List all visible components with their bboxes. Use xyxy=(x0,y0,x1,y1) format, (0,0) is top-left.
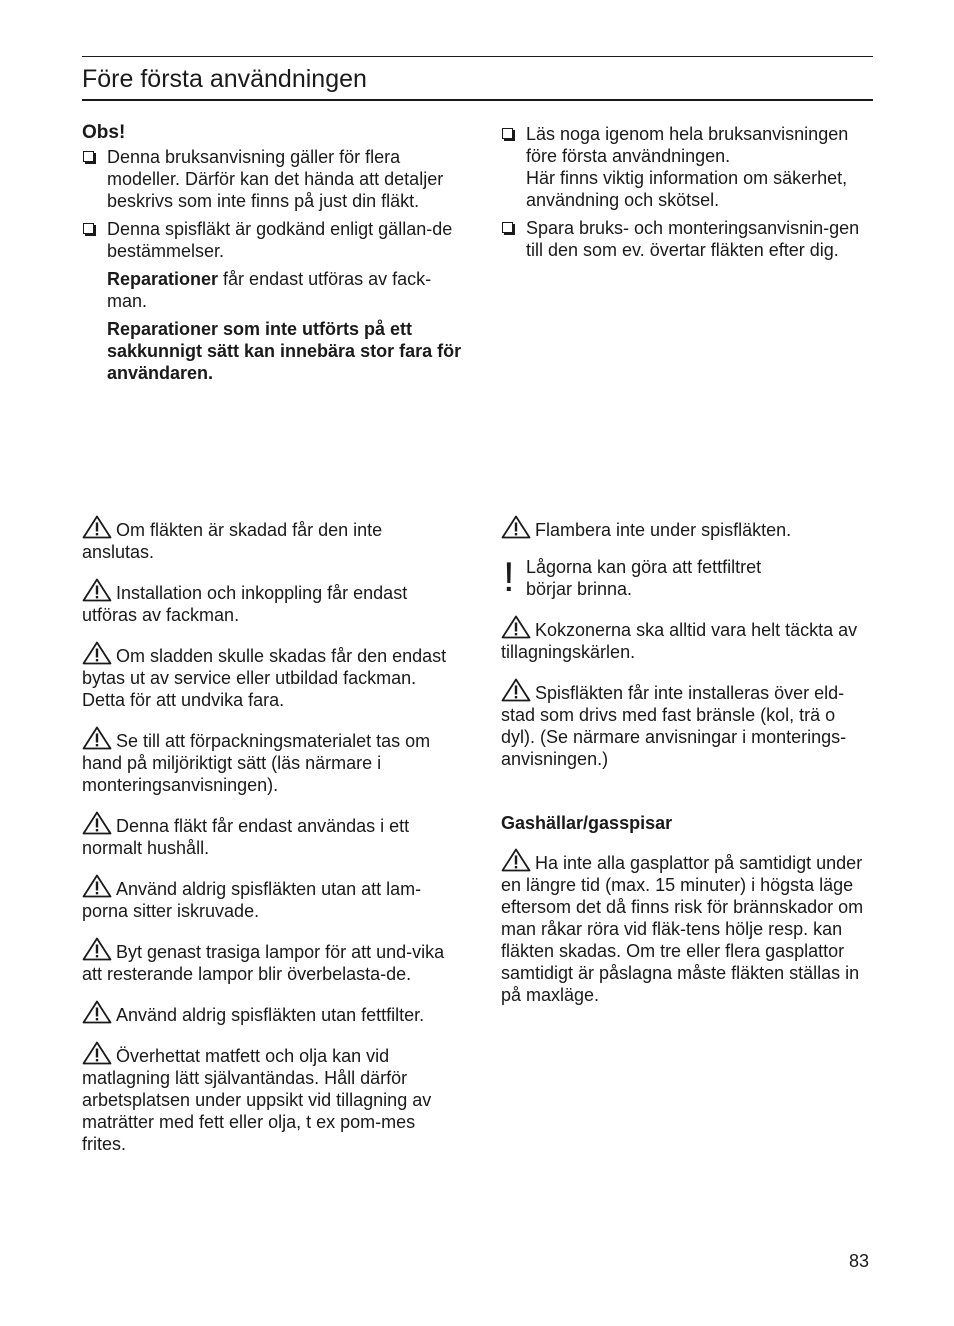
warning-text: Spisfläkten får inte installeras över eld-stad som drivs med fast bränsle (kol, trä o dyl). (Se närmare anvisningar i monterings-anvisningen.) xyxy=(501,683,847,769)
warning-text: Ha inte alla gasplattor på samtidigt under en längre tid (max. 15 minuter) i högsta läge eftersom det då finns risk för brännskador om man råkar röra vid fläk-tens hölje resp. kan fläkten skadas. Om tre eller flera gasplattor samtidigt är påslagna måste fläkten ställas in på maxläge. xyxy=(501,853,864,1005)
checkbox-bullet-icon xyxy=(502,222,513,233)
warning-item-solid-fuel xyxy=(501,678,873,770)
obs-heading: Obs! xyxy=(82,122,126,143)
page-number: 83 xyxy=(849,1251,870,1271)
warning-triangle-icon xyxy=(82,515,112,539)
warning-triangle-icon xyxy=(501,515,531,539)
warning-text: Flambera inte under spisfläkten. xyxy=(535,520,792,540)
exclamation-icon: ! xyxy=(503,553,515,600)
warning-text: Överhettat matfett och olja kan vid matlagning lätt självantändas. Håll därför arbetsplatsen under uppsikt vid tillagning av maträtter med fett eller olja, t ex pom-mes frites. xyxy=(82,1046,432,1154)
read-bullet-2 xyxy=(501,217,873,261)
caution-line-2: börjar brinna. xyxy=(526,579,633,599)
checkbox-bullet-icon xyxy=(502,128,513,139)
obs-bullet-1-text: Denna bruksanvisning gäller för flera modeller. Därför kan det hända att detaljer beskrivs som inte finns på just din fläkt. xyxy=(107,147,444,211)
warning-text: Se till att förpackningsmaterialet tas om hand på miljöriktigt sätt (läs närmare i monteringsanvisningen). xyxy=(82,731,431,795)
obs-bullet-2 xyxy=(82,218,462,262)
warning-text: Kokzonerna ska alltid vara helt täckta av tillagningskärlen. xyxy=(501,620,858,662)
header-rule-bottom xyxy=(82,99,873,101)
obs-section xyxy=(82,122,462,390)
read-bullet-1-line-2: Här finns viktig information om säkerhet, användning och skötsel. xyxy=(526,168,848,210)
warning-triangle-icon xyxy=(82,811,112,835)
warning-triangle-icon xyxy=(501,615,531,639)
warning-item xyxy=(82,811,457,859)
obs-bullet-2-text: Denna spisfläkt är godkänd enligt gällan-de bestämmelser. xyxy=(107,219,453,261)
obs-bullet-1 xyxy=(82,146,462,212)
warning-text: Om fläkten är skadad får den inte anslutas. xyxy=(82,520,383,562)
repair-paragraph xyxy=(82,268,462,312)
warning-text: Byt genast trasiga lampor för att und-vika att resterande lampor blir överbelasta-de. xyxy=(82,942,445,984)
gas-heading: Gashällar/gasspisar xyxy=(501,813,673,833)
warning-item-gas xyxy=(501,848,873,1006)
warning-item xyxy=(82,578,457,626)
warning-text: Denna fläkt får endast användas i ett normalt hushåll. xyxy=(82,816,410,858)
warning-item xyxy=(82,726,457,796)
checkbox-bullet-icon xyxy=(83,151,94,162)
header-rule-top xyxy=(82,56,873,57)
warning-item xyxy=(82,1000,457,1026)
warning-triangle-icon xyxy=(82,641,112,665)
warning-item xyxy=(82,874,457,922)
checkbox-bullet-icon xyxy=(83,223,94,234)
warning-text: Installation och inkoppling får endast utföras av fackman. xyxy=(82,583,408,625)
warning-triangle-icon xyxy=(82,874,112,898)
warning-triangle-icon xyxy=(501,848,531,872)
left-warnings xyxy=(82,515,457,1170)
warning-triangle-icon xyxy=(82,1041,112,1065)
right-warnings xyxy=(501,515,873,1021)
warning-text: Använd aldrig spisfläkten utan att lam-porna sitter iskruvade. xyxy=(82,879,422,921)
read-bullet-1 xyxy=(501,123,873,211)
warning-triangle-icon xyxy=(82,578,112,602)
warning-item xyxy=(82,937,457,985)
warning-item-flambe xyxy=(501,515,873,541)
warning-item xyxy=(82,515,457,563)
warning-text: Om sladden skulle skadas får den endast bytas ut av service eller utbildad fackman. Detta för att undvika fara. xyxy=(82,646,447,710)
warning-triangle-icon xyxy=(82,937,112,961)
caution-item xyxy=(501,553,873,600)
repair-rest-text: får endast utföras av fack-man. xyxy=(107,269,432,311)
read-bullet-1-line-1: Läs noga igenom hela bruksanvisningen före första användningen. xyxy=(526,124,849,166)
warning-triangle-icon xyxy=(82,1000,112,1024)
warning-triangle-icon xyxy=(501,678,531,702)
warning-text: Använd aldrig spisfläkten utan fettfilter. xyxy=(116,1005,425,1025)
read-bullet-2-text: Spara bruks- och monteringsanvisnin-gen till den som ev. övertar fläkten efter dig. xyxy=(526,218,860,260)
warning-item xyxy=(82,641,457,711)
caution-line-1: Lågorna kan göra att fettfiltret xyxy=(526,557,762,577)
read-instructions-section xyxy=(501,123,873,267)
warning-item-cooking-zones xyxy=(501,615,873,663)
page-title: Före första användningen xyxy=(82,65,367,93)
warning-triangle-icon xyxy=(82,726,112,750)
repair-warning-text: Reparationer som inte utförts på ett sakkunnigt sätt kan innebära stor fara för användaren. xyxy=(107,319,462,383)
warning-item xyxy=(82,1041,457,1155)
repair-bold-text: Reparationer xyxy=(107,269,219,289)
